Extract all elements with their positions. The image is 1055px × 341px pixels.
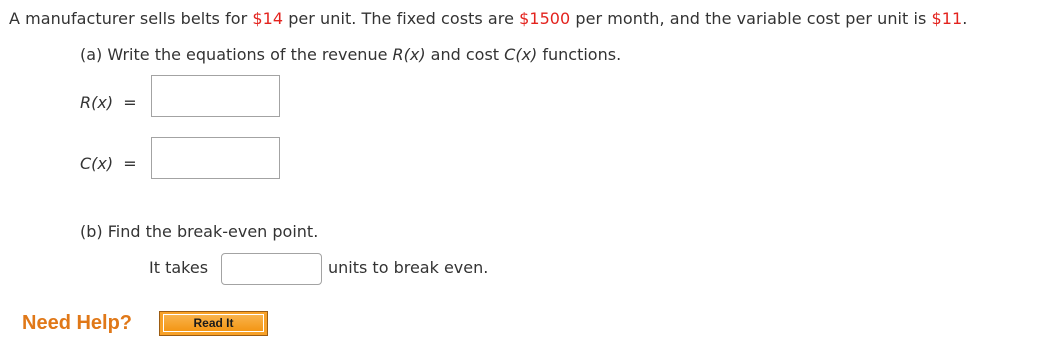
part-b-instruction: (b) Find the break-even point. xyxy=(80,222,319,241)
read-it-label: Read It xyxy=(163,314,264,332)
problem-text-4: . xyxy=(962,9,968,28)
fixed-cost-value: $1500 xyxy=(519,9,571,28)
price-value: $14 xyxy=(252,9,284,28)
revenue-label xyxy=(80,93,137,112)
part-a-prefix: (a) Write the equations of the revenue xyxy=(80,45,393,64)
problem-statement xyxy=(9,9,967,28)
need-help-label: Need Help? xyxy=(22,312,133,334)
read-it-button[interactable] xyxy=(159,311,268,336)
revenue-answer-field[interactable] xyxy=(151,75,280,117)
revenue-label-text: R(x) xyxy=(80,93,114,112)
break-even-suffix: units to break even. xyxy=(328,258,489,277)
problem-text-1: A manufacturer sells belts for xyxy=(9,9,253,28)
revenue-function-name: R(x) xyxy=(392,45,426,64)
break-even-units-field[interactable] xyxy=(221,253,322,285)
break-even-prefix: It takes xyxy=(149,258,209,277)
revenue-equals-sign: = xyxy=(123,93,137,112)
cost-equals-sign: = xyxy=(123,154,137,173)
problem-text-2: per unit. The fixed costs are xyxy=(283,9,520,28)
part-a-suffix: functions. xyxy=(537,45,622,64)
cost-function-name: C(x) xyxy=(504,45,538,64)
variable-cost-value: $11 xyxy=(931,9,963,28)
part-a-instruction xyxy=(80,45,621,64)
part-a-middle: and cost xyxy=(425,45,505,64)
problem-text-3: per month, and the variable cost per unit is xyxy=(570,9,932,28)
cost-answer-field[interactable] xyxy=(151,137,280,179)
cost-label xyxy=(80,154,137,173)
cost-label-text: C(x) xyxy=(80,154,114,173)
